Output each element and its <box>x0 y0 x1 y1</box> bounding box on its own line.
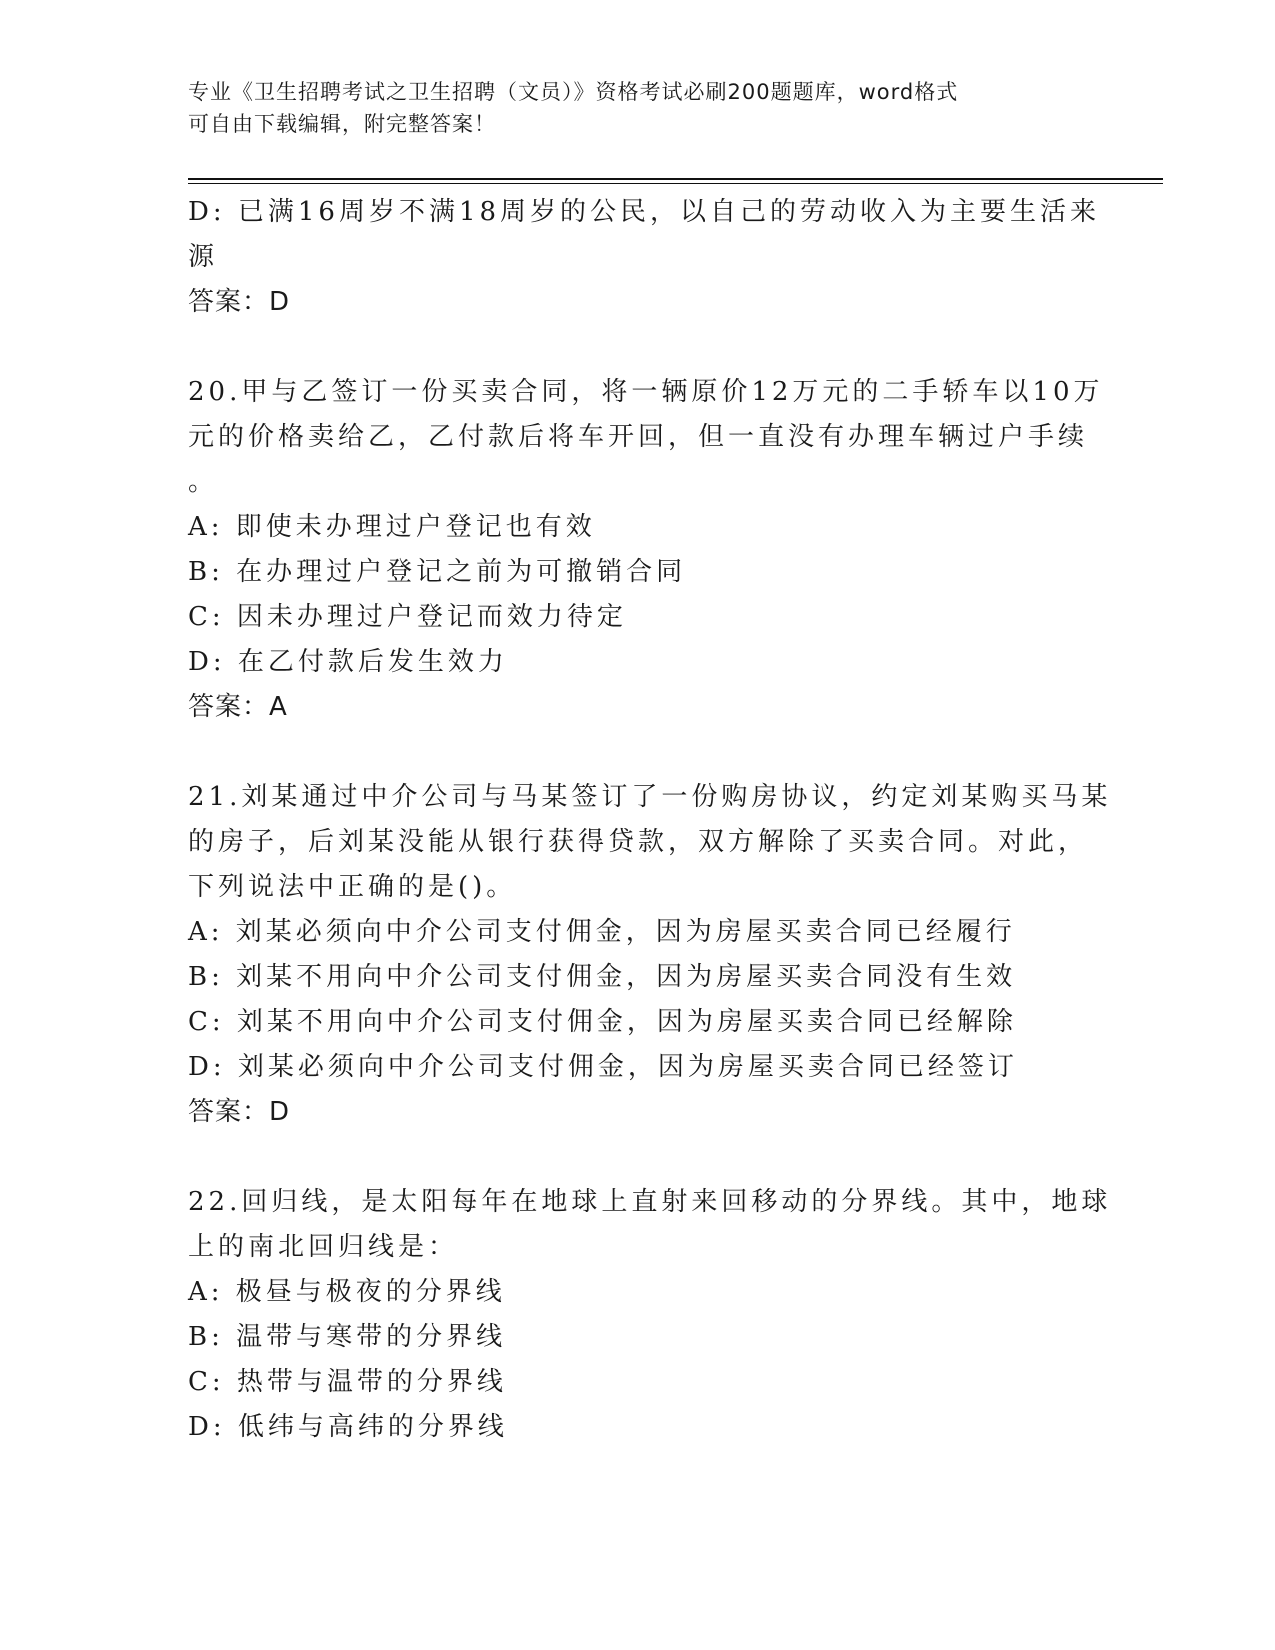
option-a: A: 刘某必须向中介公司支付佣金，因为房屋买卖合同已经履行 <box>188 917 1016 947</box>
option-b: B: 在办理过户登记之前为可撤销合同 <box>188 557 687 587</box>
option-a: A: 极昼与极夜的分界线 <box>188 1277 506 1307</box>
question-text-continued: 上的南北回归线是： <box>188 1232 459 1262</box>
option-b: B: 温带与寒带的分界线 <box>188 1322 507 1352</box>
question-text-continued: 元的价格卖给乙，乙付款后将车开回，但一直没有办理车辆过户手续 <box>188 422 1089 452</box>
question-19-tail <box>188 190 1101 325</box>
question-text: 22.回归线，是太阳每年在地球上直射来回移动的分界线。其中，地球 <box>188 1187 1112 1217</box>
option-d-continued: 源 <box>188 242 219 272</box>
header-title-line2: 可自由下载编辑，附完整答案！ <box>188 112 496 136</box>
question-text: 21.刘某通过中介公司与马某签订了一份购房协议，约定刘某购买马某 <box>188 782 1112 812</box>
header-title-line1: 专业《卫生招聘考试之卫生招聘（文员）》资格考试必刷200题题库，word格式 <box>188 80 959 104</box>
question-text: 20.甲与乙签订一份买卖合同，将一辆原价12万元的二手轿车以10万 <box>188 377 1104 407</box>
option-a: A: 即使未办理过户登记也有效 <box>188 512 596 542</box>
option-d: D: 已满16周岁不满18周岁的公民，以自己的劳动收入为主要生活来 <box>188 197 1101 227</box>
answer: 答案：D <box>188 287 291 317</box>
option-d: D: 在乙付款后发生效力 <box>188 647 508 677</box>
question-text-continued: 下列说法中正确的是()。 <box>188 872 517 902</box>
question-22 <box>188 1180 1112 1450</box>
answer: 答案：D <box>188 1097 291 1127</box>
answer: 答案：A <box>188 692 288 722</box>
option-d: D: 低纬与高纬的分界线 <box>188 1412 508 1442</box>
option-b: B: 刘某不用向中介公司支付佣金，因为房屋买卖合同没有生效 <box>188 962 1017 992</box>
option-c: C: 因未办理过户登记而效力待定 <box>188 602 627 632</box>
header-divider-thin <box>188 183 1163 184</box>
question-text-continued: 。 <box>188 467 219 497</box>
question-text-continued: 的房子，后刘某没能从银行获得贷款，双方解除了买卖合同。对此， <box>188 827 1089 857</box>
question-21 <box>188 775 1112 1135</box>
question-list <box>188 190 1112 1450</box>
option-c: C: 热带与温带的分界线 <box>188 1367 507 1397</box>
option-c: C: 刘某不用向中介公司支付佣金，因为房屋买卖合同已经解除 <box>188 1007 1017 1037</box>
page-header <box>188 76 1088 140</box>
header-divider-thick <box>188 178 1163 180</box>
question-20 <box>188 370 1104 730</box>
option-d: D: 刘某必须向中介公司支付佣金，因为房屋买卖合同已经签订 <box>188 1052 1018 1082</box>
